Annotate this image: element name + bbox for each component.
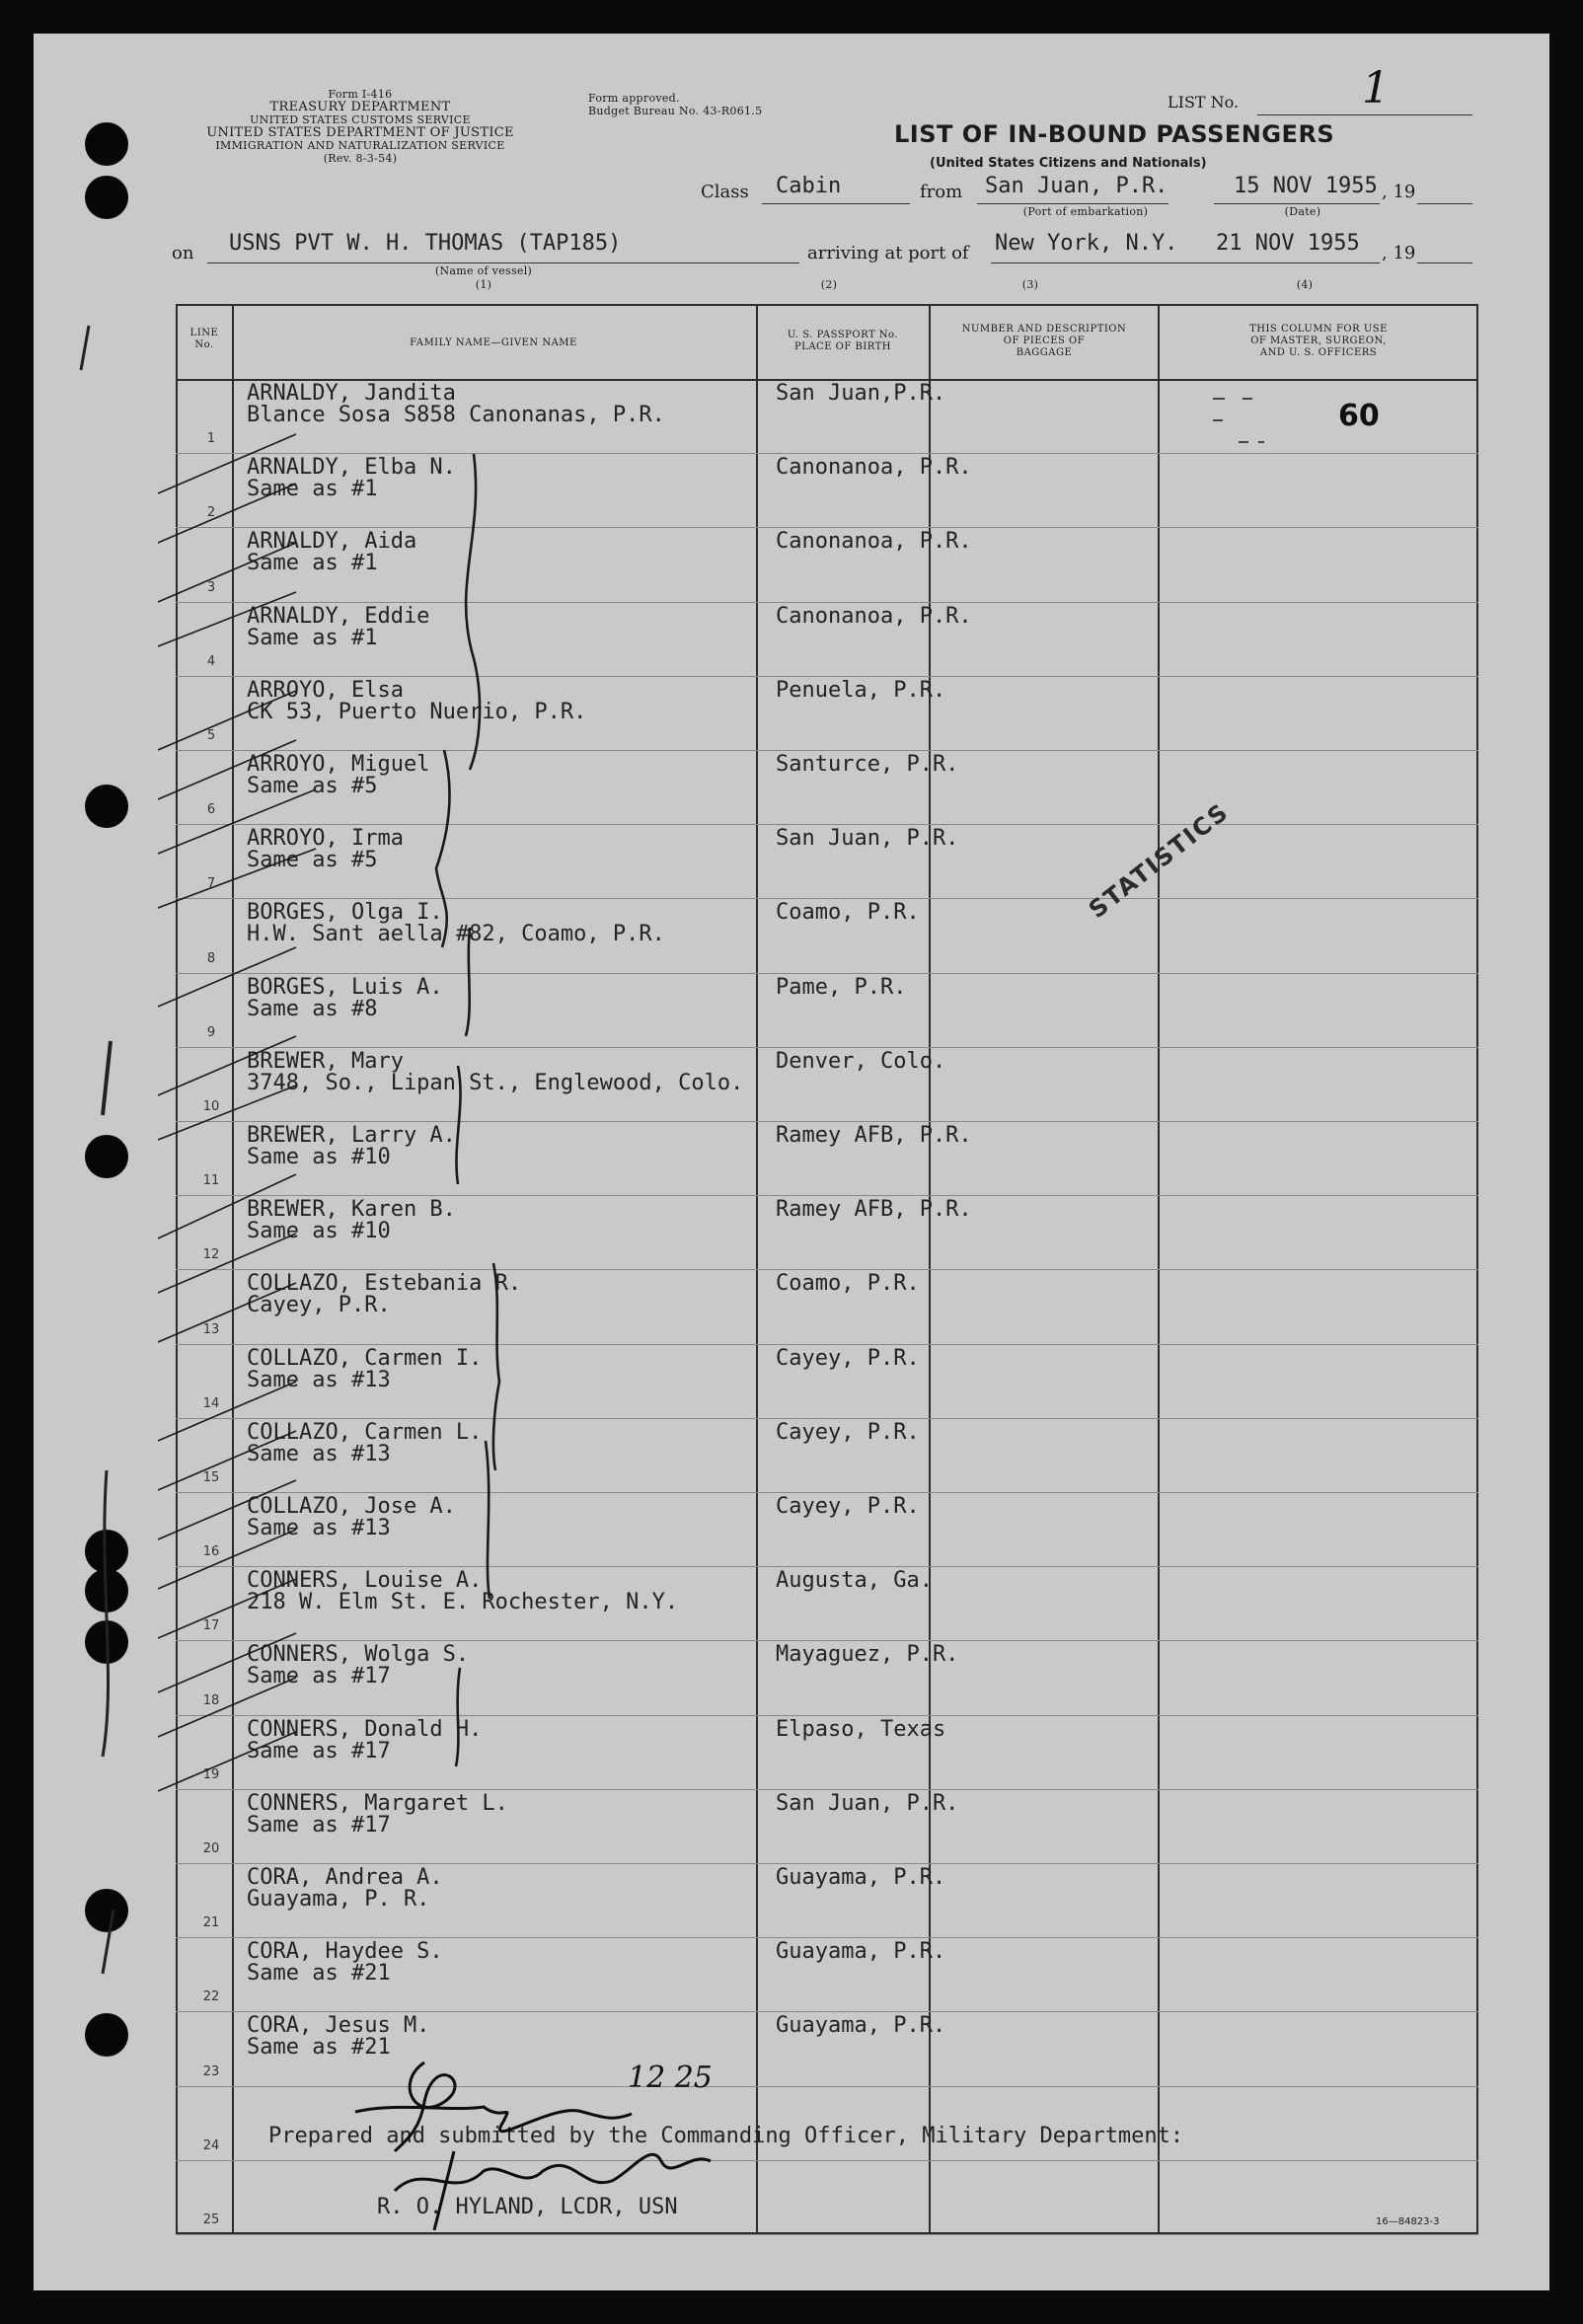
row-line-number: 16 xyxy=(202,1544,220,1560)
place-of-birth: Denver, Colo. xyxy=(776,1048,946,1074)
signature xyxy=(336,2043,750,2230)
passenger-name: CONNERS, Louise A. xyxy=(247,1568,483,1594)
arrival-underline xyxy=(991,262,1380,263)
row-line-number: 19 xyxy=(202,1766,220,1782)
ins-service: IMMIGRATION AND NATURALIZATION SERVICE xyxy=(215,139,505,152)
place-of-birth: Canonanoa, P.R. xyxy=(776,603,972,629)
vessel-caption: (Name of vessel) xyxy=(434,264,533,277)
class-value: Cabin xyxy=(776,174,842,198)
passenger-name: BREWER, Larry A. xyxy=(247,1123,456,1148)
passenger-address: Same as #13 xyxy=(247,1516,391,1540)
place-of-birth: Ramey AFB, P.R. xyxy=(776,1123,972,1148)
place-of-birth: San Juan, P.R. xyxy=(776,826,959,852)
col-header-line-no: LINE No. xyxy=(189,328,219,350)
passenger-address: CK 53, Puerto Nuerio, P.R. xyxy=(247,699,587,724)
row-line-number: 5 xyxy=(206,728,216,743)
passenger-name: ARNALDY, Jandita xyxy=(247,381,456,406)
baggage-line-2: OF PIECES OF xyxy=(1003,336,1086,346)
row-line-number: 4 xyxy=(206,653,216,669)
place-of-birth: Cayey, P.R. xyxy=(776,1345,920,1371)
passenger-address: Cayey, P.R. xyxy=(247,1293,391,1318)
passenger-name: CONNERS, Donald H. xyxy=(247,1716,483,1742)
passenger-name: ARNALDY, Aida xyxy=(247,529,417,555)
date-underline xyxy=(1214,203,1380,204)
baggage-line-1: NUMBER AND DESCRIPTION xyxy=(961,324,1127,335)
row-line-number: 7 xyxy=(206,876,216,892)
revision: (Rev. 8-3-54) xyxy=(323,152,398,165)
passenger-name: CORA, Haydee S. xyxy=(247,1939,443,1965)
passenger-address: Same as #10 xyxy=(247,1145,391,1169)
footer-code: 16—84823-3 xyxy=(1376,2216,1440,2227)
table-top xyxy=(176,304,1478,306)
place-of-birth: Guayama, P.R. xyxy=(776,1865,946,1890)
row-line-number: 2 xyxy=(206,505,216,521)
officers-line-3: AND U. S. OFFICERS xyxy=(1259,347,1378,358)
punch-hole xyxy=(85,176,128,219)
row-line-number: 15 xyxy=(202,1470,220,1485)
passenger-name: BREWER, Karen B. xyxy=(247,1197,456,1223)
passenger-address: Same as #21 xyxy=(247,2035,391,2061)
year-suffix: , 19 xyxy=(1382,182,1416,202)
passenger-address: Same as #1 xyxy=(247,625,378,650)
col-baggage-divider xyxy=(1158,304,1160,2232)
officer-note: 60 xyxy=(1338,399,1380,433)
passenger-name: CONNERS, Wolga S. xyxy=(247,1642,470,1668)
passenger-address: Guayama, P. R. xyxy=(247,1887,430,1912)
row-line-number: 13 xyxy=(202,1321,220,1337)
row-line-number: 11 xyxy=(202,1173,220,1189)
passport-line-1: U. S. PASSPORT No. xyxy=(787,330,899,340)
row-line-number: 23 xyxy=(202,2063,220,2079)
form-number: Form I-416 xyxy=(328,88,393,101)
passenger-address: Blance Sosa S858 Canonanas, P.R. xyxy=(247,403,665,427)
form-approved: Form approved. xyxy=(588,92,680,105)
prepared-by: Prepared and submitted by the Commanding Officer, Military Department: xyxy=(268,2124,1184,2148)
place-of-birth: San Juan, P.R. xyxy=(776,1790,959,1816)
passenger-address: Same as #10 xyxy=(247,1219,391,1244)
class-label: Class xyxy=(701,182,749,202)
row-line-number: 10 xyxy=(202,1099,220,1114)
arriving-label: arriving at port of xyxy=(807,243,969,263)
passenger-name: CORA, Jesus M. xyxy=(247,2013,430,2039)
from-underline xyxy=(977,203,1168,204)
officer-dash-marks xyxy=(1209,391,1288,450)
passenger-name: ARROYO, Miguel xyxy=(247,752,430,777)
row-line-number: 6 xyxy=(206,802,216,818)
table-right xyxy=(1476,304,1478,2232)
year-underline-2 xyxy=(1417,262,1472,263)
passport-line-2: PLACE OF BIRTH xyxy=(793,341,892,352)
caption-1: (1) xyxy=(475,278,492,291)
place-of-birth: Elpaso, Texas xyxy=(776,1716,946,1742)
on-label: on xyxy=(172,243,194,263)
passenger-name: COLLAZO, Jose A. xyxy=(247,1494,456,1519)
passenger-name: BORGES, Luis A. xyxy=(247,974,443,1000)
col-header-passport xyxy=(760,330,926,353)
year-suffix-2: , 19 xyxy=(1382,243,1416,263)
officers-line-2: OF MASTER, SURGEON, xyxy=(1250,336,1387,346)
place-of-birth: San Juan,P.R. xyxy=(776,381,946,406)
row-line-number: 22 xyxy=(202,1989,220,2005)
place-of-birth: Guayama, P.R. xyxy=(776,2013,946,2039)
place-of-birth: Augusta, Ga. xyxy=(776,1568,933,1594)
row-line-number: 3 xyxy=(206,579,216,595)
arrival-date: 21 NOV 1955 xyxy=(1216,231,1360,256)
passenger-name: COLLAZO, Carmen L. xyxy=(247,1419,483,1445)
col-header-name: FAMILY NAME—GIVEN NAME xyxy=(410,337,577,348)
place-of-birth: Coamo, P.R. xyxy=(776,1271,920,1297)
list-no-label: LIST No. xyxy=(1168,93,1240,112)
budget-bureau: Budget Bureau No. 43-R061.5 xyxy=(588,105,763,117)
passenger-address: Same as #17 xyxy=(247,1812,391,1837)
arrival-port: New York, N.Y. xyxy=(995,231,1178,256)
passenger-name: COLLAZO, Carmen I. xyxy=(247,1345,483,1371)
row-line-number: 14 xyxy=(202,1395,220,1411)
passenger-address: Same as #17 xyxy=(247,1738,391,1763)
place-of-birth: Cayey, P.R. xyxy=(776,1494,920,1519)
row-line-number: 9 xyxy=(206,1024,216,1040)
passenger-name: COLLAZO, Estebania R. xyxy=(247,1271,522,1297)
passenger-name: ARROYO, Elsa xyxy=(247,677,404,703)
class-underline xyxy=(762,203,910,204)
caption-2: (2) xyxy=(820,278,838,291)
row-line-number: 21 xyxy=(202,1915,220,1931)
baggage-line-3: BAGGAGE xyxy=(1016,347,1073,358)
passenger-address: Same as #17 xyxy=(247,1664,391,1689)
punch-hole xyxy=(85,122,128,166)
place-of-birth: Coamo, P.R. xyxy=(776,900,920,926)
row-line-number: 17 xyxy=(202,1618,220,1634)
passenger-address: 3748, So., Lipan St., Englewood, Colo. xyxy=(247,1070,744,1095)
col-header-officers xyxy=(1163,324,1474,359)
passenger-address: Same as #13 xyxy=(247,1367,391,1392)
place-of-birth: Cayey, P.R. xyxy=(776,1419,920,1445)
passenger-address: 218 W. Elm St. E. Rochester, N.Y. xyxy=(247,1590,679,1615)
from-label: from xyxy=(920,182,963,202)
passenger-address: H.W. Sant aella #82, Coamo, P.R. xyxy=(247,922,665,947)
embarkation-caption: (Port of embarkation) xyxy=(1022,205,1149,218)
year-underline xyxy=(1417,203,1472,204)
place-of-birth: Penuela, P.R. xyxy=(776,677,946,703)
caption-4: (4) xyxy=(1296,278,1314,291)
row-line-number: 24 xyxy=(202,2137,220,2153)
passenger-address: Same as #5 xyxy=(247,848,378,873)
officer-name: R. O. HYLAND, LCDR, USN xyxy=(377,2195,678,2219)
handwritten-annotation: 12 25 xyxy=(628,2061,713,2095)
vessel-underline xyxy=(207,262,799,263)
statistics-stamp: STATISTICS xyxy=(1084,797,1235,925)
date-caption: (Date) xyxy=(1284,205,1321,218)
place-of-birth: Ramey AFB, P.R. xyxy=(776,1197,972,1223)
treasury-dept: TREASURY DEPARTMENT xyxy=(269,100,451,114)
passenger-address: Same as #21 xyxy=(247,1961,391,1987)
row-line-number: 25 xyxy=(202,2212,220,2227)
justice-dept: UNITED STATES DEPARTMENT OF JUSTICE xyxy=(206,125,514,140)
passenger-address: Same as #1 xyxy=(247,551,378,576)
passenger-address: Same as #1 xyxy=(247,477,378,502)
place-of-birth: Santurce, P.R. xyxy=(776,752,959,777)
page-title: LIST OF IN-BOUND PASSENGERS xyxy=(894,120,1335,148)
place-of-birth: Guayama, P.R. xyxy=(776,1939,946,1965)
customs-service: UNITED STATES CUSTOMS SERVICE xyxy=(250,113,471,126)
place-of-birth: Canonanoa, P.R. xyxy=(776,455,972,481)
row-line-number: 20 xyxy=(202,1841,220,1856)
row-line-number: 1 xyxy=(206,431,216,447)
list-no-underline xyxy=(1257,114,1472,115)
passenger-name: CORA, Andrea A. xyxy=(247,1865,443,1890)
passenger-name: ARROYO, Irma xyxy=(247,826,404,852)
col-header-baggage xyxy=(934,324,1155,359)
place-of-birth: Pame, P.R. xyxy=(776,974,907,1000)
list-no-value: 1 xyxy=(1362,63,1390,113)
passenger-address: Same as #5 xyxy=(247,774,378,798)
family-brackets xyxy=(158,316,711,2092)
row-line-number: 8 xyxy=(206,950,216,966)
row-divider xyxy=(176,2234,1478,2235)
passenger-address: Same as #13 xyxy=(247,1441,391,1466)
place-of-birth: Canonanoa, P.R. xyxy=(776,529,972,555)
passenger-address: Same as #8 xyxy=(247,996,378,1021)
row-line-number: 18 xyxy=(202,1692,220,1708)
departure-date: 15 NOV 1955 xyxy=(1234,174,1378,198)
passenger-name: ARNALDY, Elba N. xyxy=(247,455,456,481)
from-value: San Juan, P.R. xyxy=(985,174,1168,198)
place-of-birth: Mayaguez, P.R. xyxy=(776,1642,959,1668)
vessel-name: USNS PVT W. H. THOMAS (TAP185) xyxy=(229,231,622,256)
passenger-name: BREWER, Mary xyxy=(247,1048,404,1074)
passenger-name: ARNALDY, Eddie xyxy=(247,603,430,629)
page-subtitle: (United States Citizens and Nationals) xyxy=(930,156,1207,171)
caption-3: (3) xyxy=(1021,278,1039,291)
passenger-name: BORGES, Olga I. xyxy=(247,900,443,926)
officers-line-1: THIS COLUMN FOR USE xyxy=(1249,324,1388,335)
passenger-name: CONNERS, Margaret L. xyxy=(247,1790,508,1816)
row-line-number: 12 xyxy=(202,1247,220,1263)
col-name-divider xyxy=(756,304,758,2232)
